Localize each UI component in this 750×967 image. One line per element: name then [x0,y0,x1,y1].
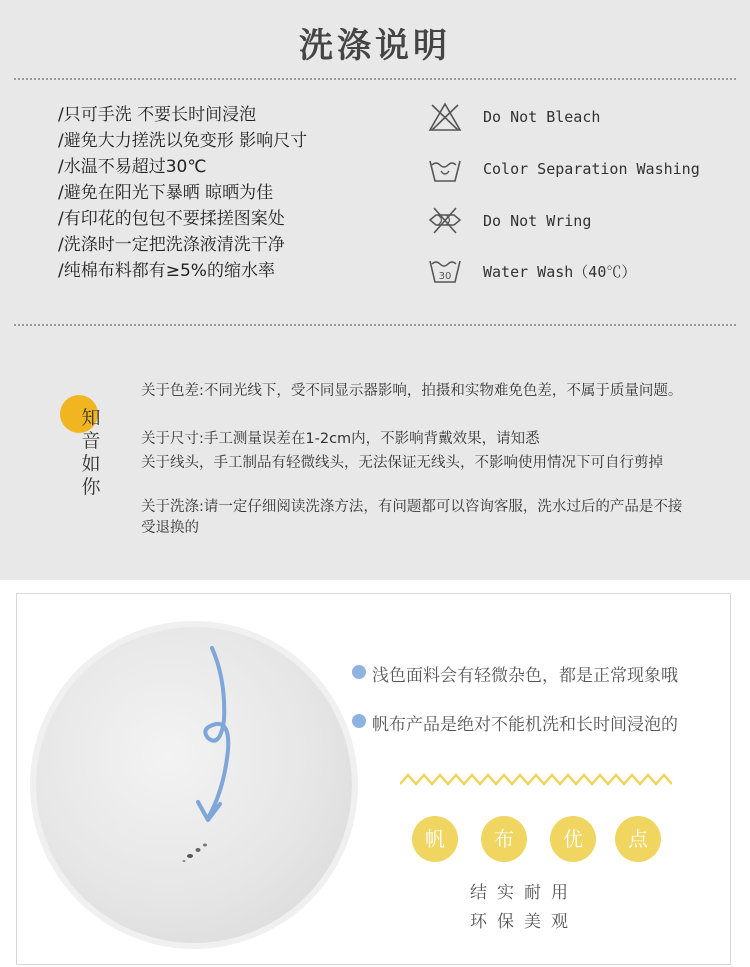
divider [14,78,736,80]
wash-30-icon [428,255,462,285]
no-wring-icon [428,205,462,235]
badge-text: 知 音 如 你 [81,407,101,498]
advantage-badge: 点 [615,816,661,862]
advantage-line: 结实耐用 [470,883,578,903]
note-color: 关于色差:不同光线下，受不同显示器影响，拍摄和实物难免色差，不属于质量问题。 [141,383,683,399]
rule-item: /有印花的包包不要揉搓图案处 [58,209,285,229]
rule-item: /避免大力搓洗以免变形 影响尺寸 [58,131,308,151]
care-label: Do Not Wring [483,212,592,230]
separate-wash-icon [428,155,462,185]
note-size: 关于尺寸:手工测量误差在1-2cm内，不影响背戴效果，请知悉 [141,431,540,447]
care-label: Color Separation Washing [483,160,700,178]
advantage-badge: 优 [550,816,596,862]
svg-text:30: 30 [438,271,452,282]
rule-item: /只可手洗 不要长时间浸泡 [58,105,257,125]
note-washing: 关于洗涤:请一定仔细阅读洗涤方法，有问题都可以咨询客服，洗水过后的产品是不接受退换的 [141,499,683,536]
zigzag-divider [400,772,672,786]
feature-text: 浅色面料会有轻微杂色，都是正常现象哦 [372,666,678,686]
bullet-icon [352,714,366,728]
page-title: 洗涤说明 [299,26,451,66]
rule-item: /纯棉布料都有≥5%的缩水率 [58,261,275,281]
care-label: Do Not Bleach [483,108,601,126]
arrow-icon [190,640,250,830]
rule-item: /洗涤时一定把洗涤液清洗干净 [58,235,285,255]
rule-item: /避免在阳光下暴晒 晾晒为佳 [58,183,274,203]
advantage-badge: 布 [481,816,527,862]
rule-item: /水温不易超过30℃ [58,157,207,177]
fabric-speck [178,836,218,866]
no-bleach-icon [428,102,462,132]
feature-text: 帆布产品是绝对不能机洗和长时间浸泡的 [372,715,678,735]
note-thread: 关于线头，手工制品有轻微线头，无法保证无线头，不影响使用情况下可自行剪掉 [141,455,663,471]
care-label: Water Wash（40℃） [483,263,637,281]
divider [14,324,736,326]
bullet-icon [352,665,366,679]
advantage-line: 环保美观 [470,912,578,932]
advantage-badge: 帆 [412,816,458,862]
know-badge [60,395,108,501]
